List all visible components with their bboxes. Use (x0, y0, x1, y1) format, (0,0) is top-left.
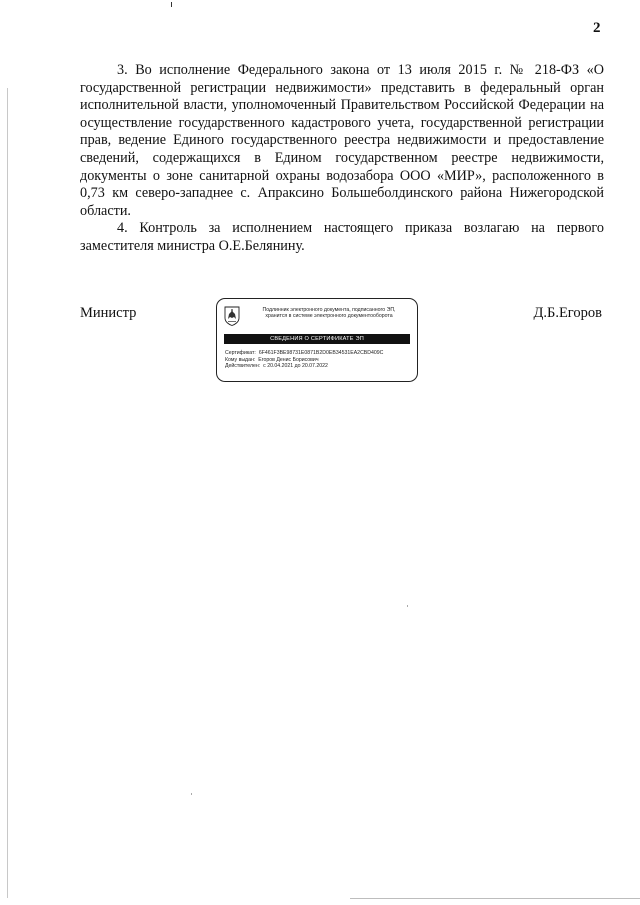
validity-label: Действителен: (225, 363, 261, 370)
stamp-header-line: хранится в системе электронного документооборота (265, 313, 393, 320)
stamp-header-line: Подлинник электронного документа, подписанного ЭП, (262, 307, 396, 313)
electronic-signature-stamp (216, 298, 418, 382)
stamp-header (244, 307, 414, 320)
document-body (80, 62, 604, 256)
certificate-row (225, 350, 383, 357)
issued-to-label: Кому выдан: (225, 356, 256, 363)
certificate-value: 6F461F3BE98731E0871B2D0EB34531EA2CBD409C (258, 350, 384, 356)
signer-name: Д.Б.Егоров (533, 305, 602, 321)
scan-artifact-top (171, 2, 172, 7)
signature-block (80, 298, 604, 388)
stamp-banner: СВЕДЕНИЯ О СЕРТИФИКАТЕ ЭП (224, 334, 410, 344)
page-number: 2 (593, 20, 601, 36)
issued-to-value: Егоров Денис Борисович (258, 356, 319, 363)
certificate-details (225, 350, 383, 370)
coat-of-arms-icon (224, 306, 240, 326)
scan-speck (191, 793, 192, 795)
signer-position: Министр (80, 305, 137, 321)
certificate-label: Сертификат: (225, 350, 256, 356)
scan-speck (407, 605, 408, 607)
validity-row (225, 363, 383, 370)
scan-artifact-left (7, 88, 8, 898)
validity-value: с 20.04.2021 до 20.07.2022 (263, 363, 328, 370)
paragraph-3: 3. Во исполнение Федерального закона от 13 июля 2015 г. № 218-ФЗ «О государственной регистрации недвижимости» представить в федеральный орган исполнительной власти, уполномоченный Правительством Российской Федерации на осуществление государственного кадастрового учета, государственной регистрации прав, ведение Единого государственного реестра недвижимости и предоставление сведений, содержащихся в Едином государственном реестре недвижимости, документы о зоне санитарной охраны водозабора ООО «МИР», расположенного в 0,73 км северо-западнее с. Апраксино Большеболдинского района Нижегородской области. (80, 62, 604, 219)
scan-artifact-bottom (350, 898, 640, 899)
paragraph-4: 4. Контроль за исполнением настоящего приказа возлагаю на первого заместителя министра О.Е.Белянину. (80, 220, 604, 254)
